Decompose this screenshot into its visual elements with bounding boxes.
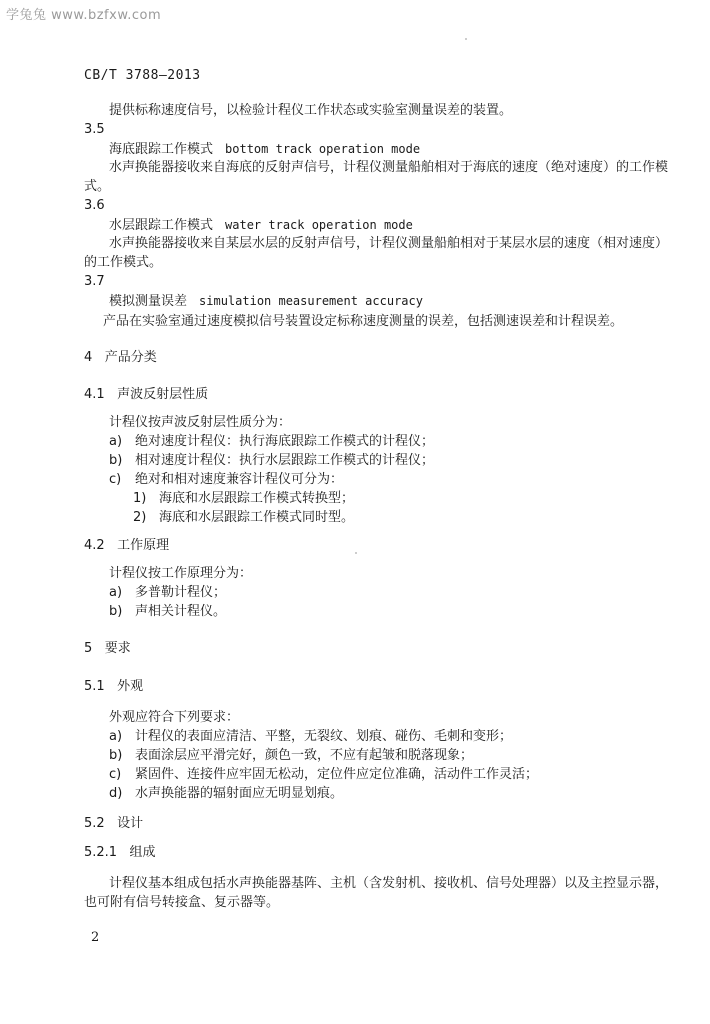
page-number: 2 [91,930,100,945]
list-item [109,472,343,488]
section-5-2-1-line2: 也可附有信号转接盒、复示器等。 [84,895,280,910]
section-4-number: 4 [84,350,93,365]
sub-list-item-label: 2) [133,510,147,525]
list-item [109,786,343,802]
list-item-text: 计程仪的表面应清洁、平整，无裂纹、划痕、碰伤、毛刺和变形； [135,729,513,744]
term-3-5-en: bottom track operation mode [225,142,421,156]
definition-3-5-line2: 式。 [84,179,111,194]
list-item-label: b) [109,604,123,619]
scan-speck [355,552,357,554]
section-4-1-heading [84,387,208,403]
section-4-2-number: 4.2 [84,538,105,553]
sub-list-item-text: 海底和水层跟踪工作模式同时型。 [159,510,355,525]
list-item-text: 相对速度计程仪：执行水层跟踪工作模式的计程仪； [135,453,435,468]
term-3-5 [109,141,420,158]
section-5-2-number: 5.2 [84,816,105,831]
definition-3-6-line1: 水声换能器接收来自某层水层的反射声信号，计程仪测量船舶相对于某层水层的速度（相对速度） [109,236,669,251]
section-5-title: 要求 [104,641,131,656]
section-4-heading [84,350,157,366]
list-item-text: 紧固件、连接件应牢固无松动，定位件应定位准确，活动件工作灵活； [135,767,539,782]
standard-number: CB/T 3788—2013 [84,68,201,83]
section-5-2-1-heading [84,845,156,861]
section-4-1-intro: 计程仪按声波反射层性质分为： [109,415,292,430]
list-item [109,729,512,745]
list-item-label: a) [109,729,123,744]
section-4-1-number: 4.1 [84,387,105,402]
list-item-label: b) [109,748,123,763]
clause-number-3-7: 3.7 [84,274,105,289]
definition-3-4-continued: 提供标称速度信号，以检验计程仪工作状态或实验室测量误差的装置。 [109,103,513,118]
term-3-5-cn: 海底跟踪工作模式 [109,142,214,157]
sub-list-item [133,510,354,526]
section-4-2-title: 工作原理 [117,538,170,553]
list-item-text: 多普勒计程仪； [135,585,227,600]
term-3-7-cn: 模拟测量误差 [109,294,188,309]
section-4-2-heading [84,538,169,554]
section-5-1-number: 5.1 [84,679,105,694]
section-5-2-title: 设计 [117,816,144,831]
section-4-title: 产品分类 [104,350,157,365]
list-item-text: 绝对和相对速度兼容计程仪可分为： [135,472,344,487]
list-item [109,604,226,620]
clause-number-3-6: 3.6 [84,198,105,213]
term-3-6 [109,217,413,234]
section-5-1-intro: 外观应符合下列要求： [109,710,240,725]
list-item [109,434,434,450]
section-5-2-1-title: 组成 [129,845,156,860]
section-5-number: 5 [84,641,93,656]
list-item-text: 声相关计程仪。 [135,604,227,619]
section-5-2-1-line1: 计程仪基本组成包括水声换能器基阵、主机（含发射机、接收机、信号处理器）以及主控显示器， [109,876,669,891]
sub-list-item [133,491,354,507]
list-item [109,748,473,764]
list-item-label: c) [109,767,122,782]
list-item-label: a) [109,434,123,449]
definition-3-7-line1: 产品在实验室通过速度模拟信号装置设定标称速度测量的误差，包括测速误差和计程误差。 [103,314,624,329]
sub-list-item-label: 1) [133,491,147,506]
clause-number-3-5: 3.5 [84,122,105,137]
list-item-text: 水声换能器的辐射面应无明显划痕。 [135,786,344,801]
list-item [109,767,538,783]
section-4-1-title: 声波反射层性质 [117,387,209,402]
list-item-label: a) [109,585,123,600]
term-3-7-en: simulation measurement accuracy [199,294,423,308]
section-5-1-heading [84,679,143,695]
section-5-2-heading [84,816,143,832]
section-5-2-1-number: 5.2.1 [84,845,118,860]
term-3-6-en: water track operation mode [225,218,413,232]
definition-3-6-line2: 的工作模式。 [84,255,163,270]
section-4-2-intro: 计程仪按工作原理分为： [109,566,253,581]
sub-list-item-text: 海底和水层跟踪工作模式转换型； [159,491,355,506]
list-item-label: c) [109,472,122,487]
scan-speck [465,38,467,40]
list-item-label: d) [109,786,123,801]
list-item [109,453,434,469]
list-item-text: 表面涂层应平滑完好，颜色一致，不应有起皱和脱落现象； [135,748,474,763]
section-5-1-title: 外观 [117,679,144,694]
list-item [109,585,226,601]
term-3-6-cn: 水层跟踪工作模式 [109,218,214,233]
watermark: 学兔兔 www.bzfxw.com [6,8,162,23]
list-item-label: b) [109,453,123,468]
term-3-7 [109,293,423,310]
definition-3-5-line1: 水声换能器接收来自海底的反射声信号，计程仪测量船舶相对于海底的速度（绝对速度）的工作模 [109,160,669,175]
section-5-heading [84,641,131,657]
list-item-text: 绝对速度计程仪：执行海底跟踪工作模式的计程仪； [135,434,435,449]
